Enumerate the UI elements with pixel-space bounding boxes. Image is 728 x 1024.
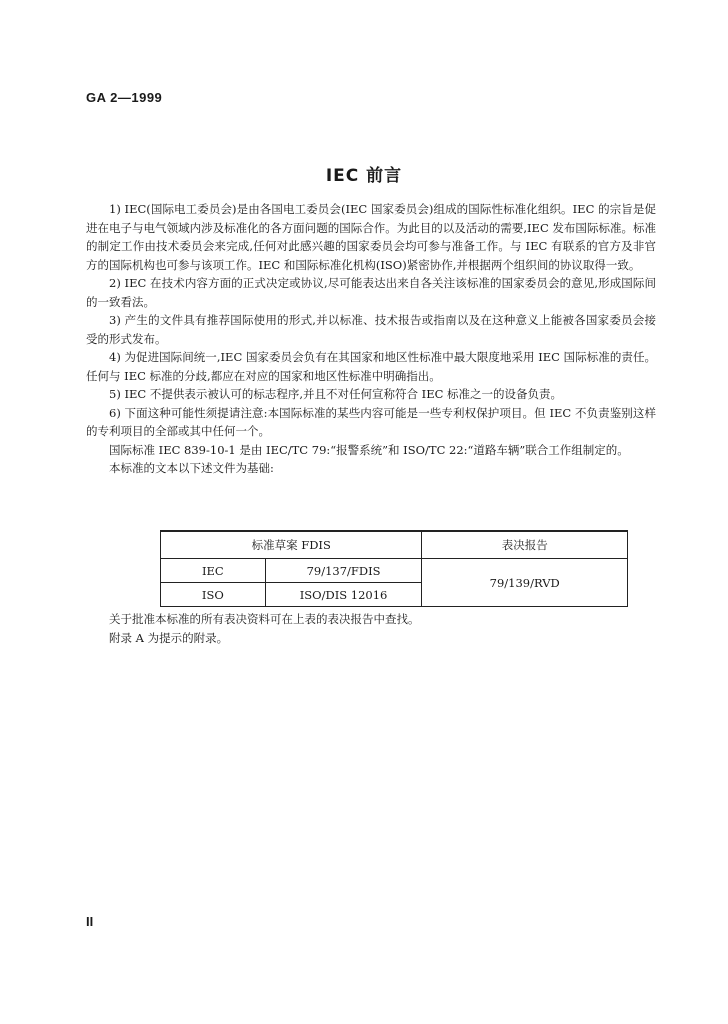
table-header-row <box>161 531 628 559</box>
standard-code: GA 2—1999 <box>86 90 163 105</box>
paragraph-origin: 国际标准 IEC 839-10-1 是由 IEC/TC 79:“报警系统”和 ISO/TC 22:“道路车辆”联合工作组制定的。 <box>109 442 629 457</box>
paragraph-annex: 附录 A 为提示的附录。 <box>109 630 229 645</box>
table-cell-doc: ISO/DIS 12016 <box>265 583 422 607</box>
table-cell-doc: 79/137/FDIS <box>265 559 422 583</box>
paragraph-basis: 本标准的文本以下述文件为基础: <box>109 461 274 475</box>
paragraph-6: 6) 下面这种可能性须提请注意:本国际标准的某些内容可能是一些专利权保护项目。但 IEC 不负责鉴别这样的专利项目的全部或其中任何一个。 <box>86 405 656 438</box>
paragraph-2: 2) IEC 在技术内容方面的正式决定或协议,尽可能表达出来自各关注该标准的国家委员会的意见,形成国际间的一致看法。 <box>86 276 656 309</box>
paragraph-vote-info: 关于批准本标准的所有表决资料可在上表的表决报告中查找。 <box>109 612 420 626</box>
foreword-body <box>86 200 656 478</box>
table-cell-vote-report: 79/139/RVD <box>422 559 628 607</box>
paragraph-4: 4) 为促进国际间统一,IEC 国家委员会负有在其国家和地区性标准中最大限度地采用 IEC 国际标准的责任。任何与 IEC 标准的分歧,都应在对应的国家和地区性标准中明确指出。 <box>86 350 656 383</box>
document-basis-table <box>160 530 628 607</box>
after-table-text <box>86 610 656 647</box>
paragraph-3: 3) 产生的文件具有推荐国际使用的形式,并以标准、技术报告或指南以及在这种意义上能被各国家委员会接受的形式发布。 <box>86 313 656 346</box>
table-row <box>161 559 628 583</box>
paragraph-1: 1) IEC(国际电工委员会)是由各国电工委员会(IEC 国家委员会)组成的国际性标准化组织。IEC 的宗旨是促进在电子与电气领域内涉及标准化的各方面问题的国际合作。为此目的以及活动的需要,IEC 发布国际标准。标准的制定工作由技术委员会来完成,任何对此感兴趣的国家委员会均可参与准备工作。与 IEC 有联系的官方及非官方的国际机构也可参与该项工作。IEC 和国际标准化机构(ISO)紧密协作,并根据两个组织间的协议取得一致。 <box>86 202 656 272</box>
paragraph-5: 5) IEC 不提供表示被认可的标志程序,并且不对任何宣称符合 IEC 标准之一的设备负责。 <box>109 387 563 401</box>
table-cell-org: IEC <box>161 559 266 583</box>
table-header-vote: 表决报告 <box>422 531 628 559</box>
table-header-fdis: 标准草案 FDIS <box>161 531 422 559</box>
table-cell-org: ISO <box>161 583 266 607</box>
page-title: IEC 前言 <box>325 166 403 186</box>
page-number: II <box>86 914 94 929</box>
